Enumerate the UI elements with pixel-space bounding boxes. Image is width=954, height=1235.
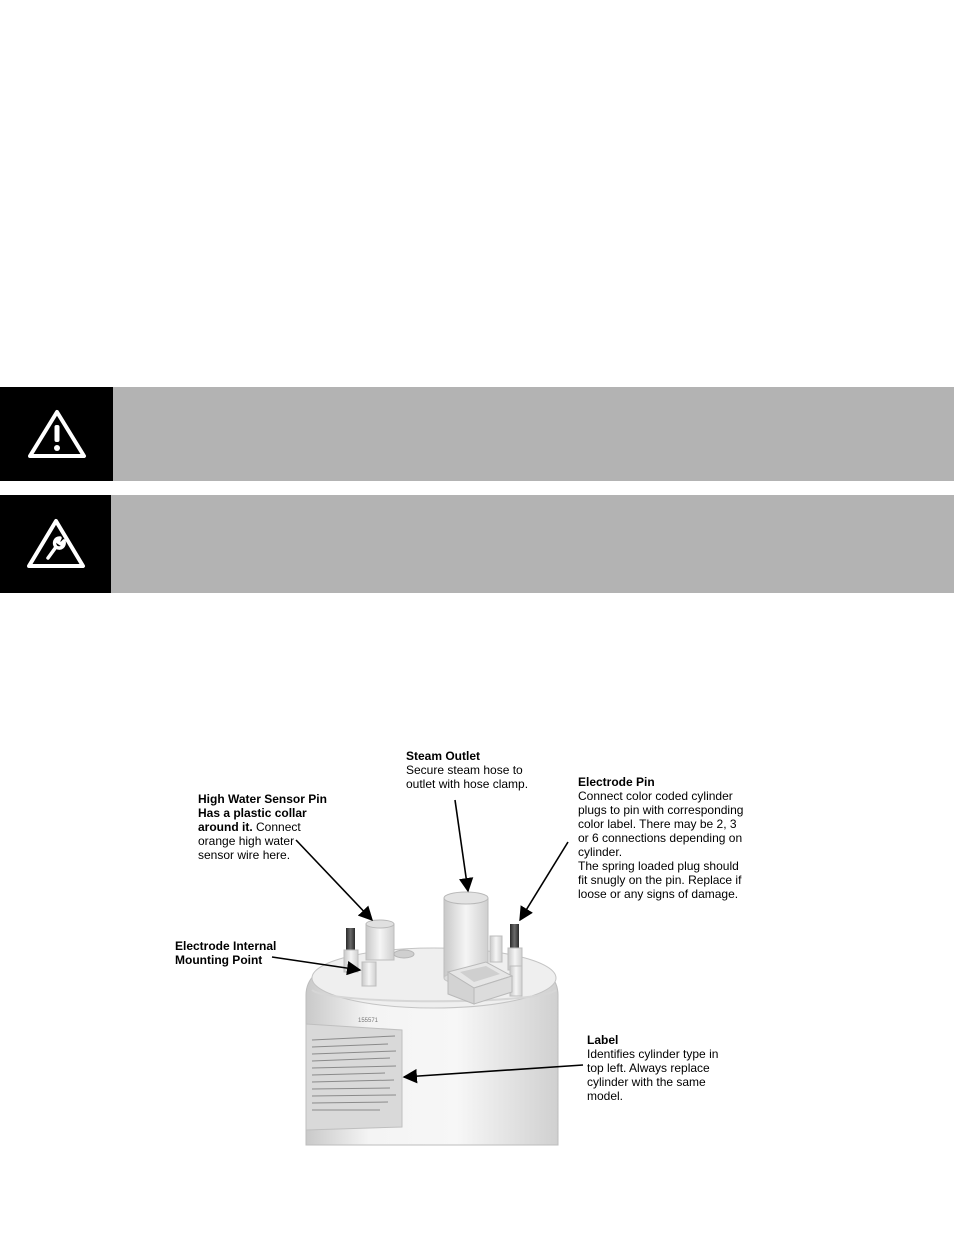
label-title: Label: [587, 1033, 619, 1047]
electrode-pin-line-8: loose or any signs of damage.: [578, 887, 739, 901]
label-line-4: model.: [587, 1089, 624, 1103]
high-water-bold-1: Has a plastic collar: [198, 806, 307, 820]
callout-electrode-pin: [578, 775, 743, 901]
callout-steam-outlet: [406, 749, 528, 791]
electrode-pin-line-1: Connect color coded cylinder: [578, 789, 733, 803]
steam-outlet-line-1: Secure steam hose to: [406, 763, 523, 777]
label-line-1: Identifies cylinder type in: [587, 1047, 719, 1061]
cylinder-label-code: 155571: [358, 1018, 379, 1024]
steam-outlet-line-2: outlet with hose clamp.: [406, 777, 529, 791]
label-line-2: top left. Always replace: [587, 1061, 710, 1075]
steam-outlet-title: Steam Outlet: [406, 749, 481, 763]
electrode-pin-line-5: cylinder.: [578, 845, 623, 859]
electrode-pin-line-6: The spring loaded plug should: [578, 859, 739, 873]
electrode-pin-title: Electrode Pin: [578, 775, 655, 789]
high-water-inline: Connect: [256, 820, 301, 834]
high-water-line-2: sensor wire here.: [198, 848, 291, 862]
callout-mounting-point: [175, 939, 276, 967]
high-water-title: High Water Sensor Pin: [198, 792, 327, 806]
cylinder-label: [306, 1018, 402, 1130]
high-water-bold-2: around it.: [198, 820, 253, 834]
electrode-pin-line-4: or 6 connections depending on: [578, 831, 743, 845]
label-line-3: cylinder with the same: [587, 1075, 706, 1089]
arrow-electrode-pin: [520, 842, 568, 920]
electrode-pin-line-3: color label. There may be 2, 3: [578, 817, 737, 831]
electrode-pin-line-2: plugs to pin with corresponding: [578, 803, 744, 817]
mounting-title-2: Mounting Point: [175, 953, 263, 967]
electrode-pin-line-7: fit snugly on the pin. Replace if: [578, 873, 742, 887]
callout-high-water-sensor: [198, 792, 327, 862]
mounting-title-1: Electrode Internal: [175, 939, 277, 953]
high-water-sensor-collar: [366, 920, 414, 960]
high-water-line-1: orange high water: [198, 834, 295, 848]
callout-label: [587, 1033, 718, 1103]
arrow-steam-outlet: [455, 800, 468, 891]
